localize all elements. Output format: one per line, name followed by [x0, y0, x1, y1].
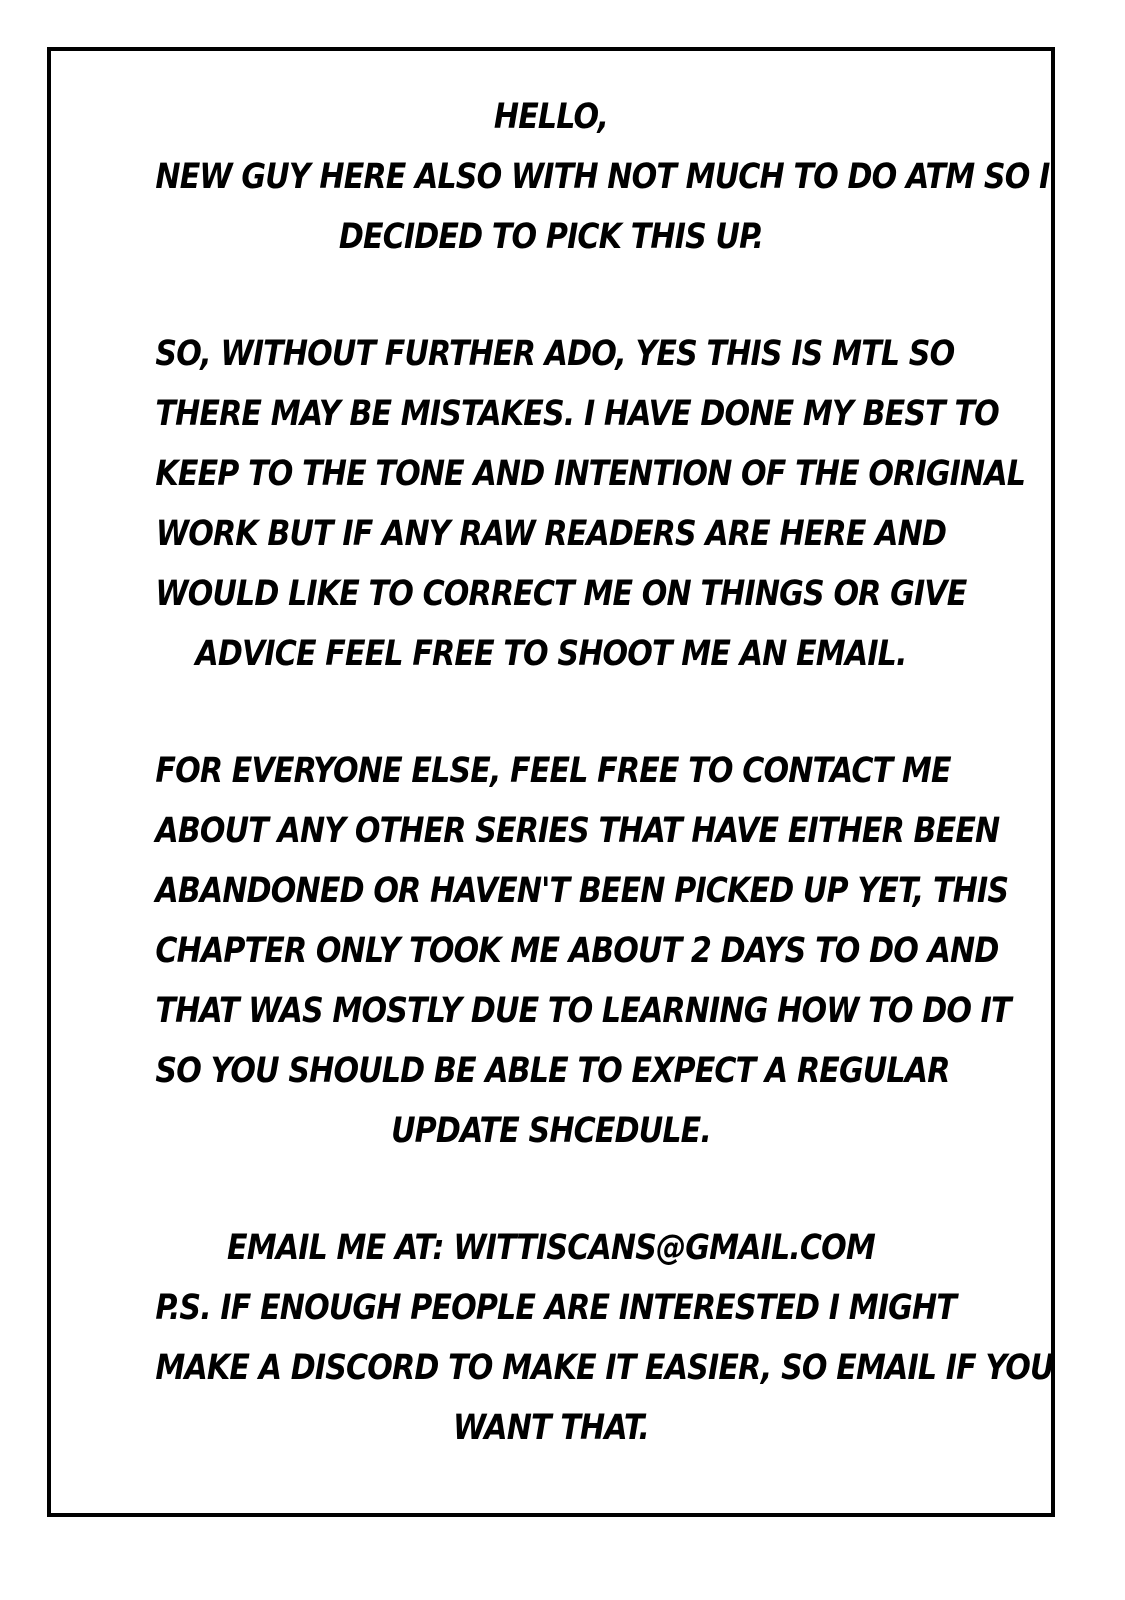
mtl-notice-line: THERE MAY BE MISTAKES. I HAVE DONE MY BEST TO [155, 394, 999, 434]
requests-line: UPDATE SHCEDULE. [391, 1111, 711, 1151]
requests-line: FOR EVERYONE ELSE, FEEL FREE TO CONTACT ME [155, 751, 951, 791]
page-border-frame [47, 47, 1055, 1517]
requests-line: THAT WAS MOSTLY DUE TO LEARNING HOW TO DO IT [155, 991, 1011, 1031]
requests-line: ABOUT ANY OTHER SERIES THAT HAVE EITHER BEEN [155, 811, 1000, 851]
greeting-line: HELLO, [493, 97, 609, 137]
mtl-notice-line: KEEP TO THE TONE AND INTENTION OF THE ORIGINAL [155, 454, 1026, 494]
paragraph-gap [91, 267, 1011, 324]
mtl-notice-line: SO, WITHOUT FURTHER ADO, YES THIS IS MTL SO [155, 334, 955, 374]
paragraph-gap [91, 684, 1011, 741]
postscript-line: MAKE A DISCORD TO MAKE IT EASIER, SO EMAIL IF YOU [155, 1348, 1054, 1388]
requests-line: CHAPTER ONLY TOOK ME ABOUT 2 DAYS TO DO AND [155, 931, 999, 971]
requests-line: ABANDONED OR HAVEN'T BEEN PICKED UP YET, THIS [155, 871, 1009, 911]
contact-email-line: EMAIL ME AT: WITTISCANS@GMAIL.COM [227, 1228, 875, 1268]
postscript-line: P.S. IF ENOUGH PEOPLE ARE INTERESTED I MIGHT [155, 1288, 957, 1328]
note-text-block [91, 87, 1054, 1458]
requests-line: SO YOU SHOULD BE ABLE TO EXPECT A REGULAR [155, 1051, 950, 1091]
intro-line: NEW GUY HERE ALSO WITH NOT MUCH TO DO ATM SO I [155, 157, 1050, 197]
postscript-line: WANT THAT. [452, 1408, 650, 1448]
intro-line: DECIDED TO PICK THIS UP. [338, 217, 764, 257]
paragraph-gap [91, 1161, 1011, 1218]
mtl-notice-line: WOULD LIKE TO CORRECT ME ON THINGS OR GIVE [155, 574, 967, 614]
mtl-notice-line: WORK BUT IF ANY RAW READERS ARE HERE AND [155, 514, 947, 554]
mtl-notice-line: ADVICE FEEL FREE TO SHOOT ME AN EMAIL. [195, 634, 907, 674]
